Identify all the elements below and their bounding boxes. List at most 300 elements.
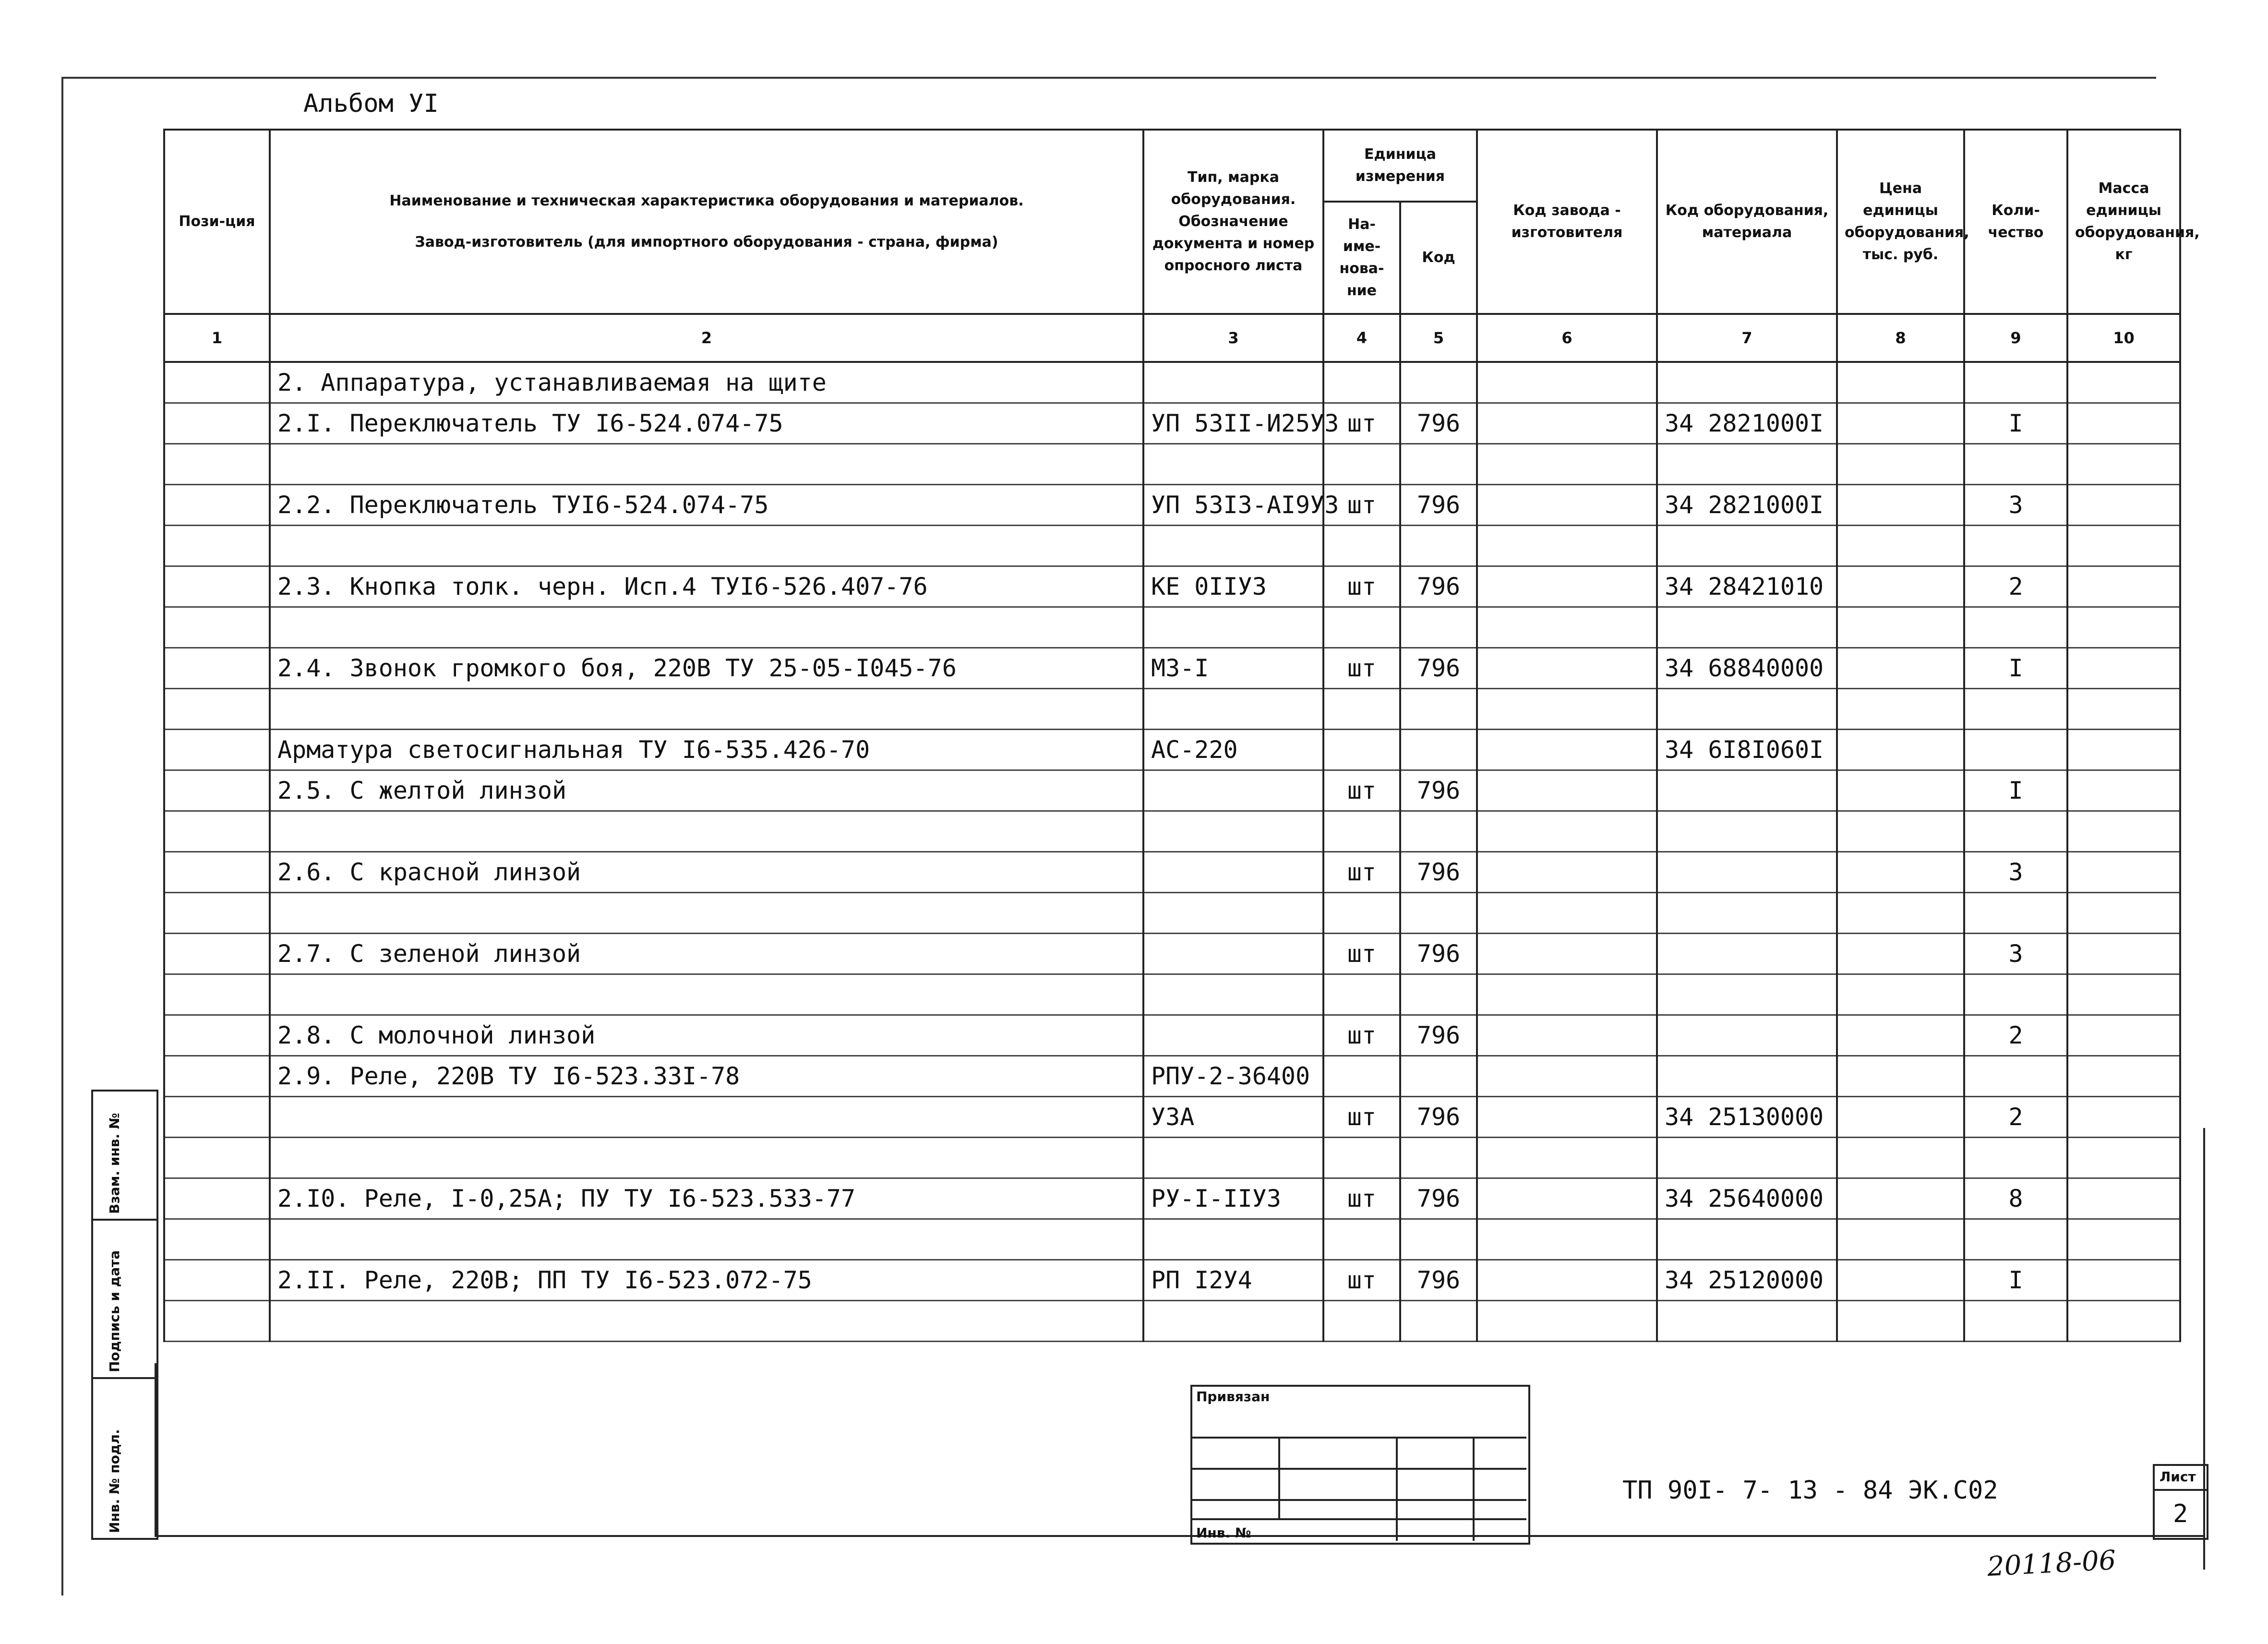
cell-name <box>270 1219 1143 1260</box>
cell-mass <box>2067 811 2180 852</box>
cell-type <box>1143 362 1323 403</box>
cell-type: РУ-I-IIУЗ <box>1143 1178 1323 1219</box>
cell-mass <box>2067 770 2180 811</box>
left-stamp <box>91 1090 158 1540</box>
cell-code: 796 <box>1400 566 1477 607</box>
cell-name <box>270 974 1143 1015</box>
cell-code: 796 <box>1400 1260 1477 1301</box>
cell-fcode <box>1477 1301 1657 1342</box>
table-row <box>164 1138 2180 1178</box>
cell-mass <box>2067 607 2180 648</box>
cell-qty: 8 <box>1964 1178 2067 1219</box>
column-number: 5 <box>1400 314 1477 362</box>
cell-pos <box>164 1260 270 1301</box>
table-row <box>164 974 2180 1015</box>
cell-code <box>1400 362 1477 403</box>
cell-name: 2.5. С желтой линзой <box>270 770 1143 811</box>
cell-name <box>270 1097 1143 1138</box>
cell-ecode <box>1657 689 1837 730</box>
cell-price <box>1837 1015 1964 1056</box>
cell-qty <box>1964 362 2067 403</box>
table-row <box>164 566 2180 607</box>
cell-ecode <box>1657 607 1837 648</box>
cell-qty <box>1964 1056 2067 1097</box>
cell-qty: 2 <box>1964 1097 2067 1138</box>
document-code: ТП 90I- 7- 13 - 84 ЭК.С02 <box>1622 1476 1998 1505</box>
cell-type <box>1143 934 1323 974</box>
cell-fcode <box>1477 974 1657 1015</box>
table-row <box>164 730 2180 770</box>
cell-qty: 3 <box>1964 934 2067 974</box>
cell-code: 796 <box>1400 1178 1477 1219</box>
cell-name: 2.I. Переключатель ТУ I6-524.074-75 <box>270 403 1143 444</box>
cell-fcode <box>1477 770 1657 811</box>
cell-ecode <box>1657 770 1837 811</box>
cell-mass <box>2067 852 2180 893</box>
cell-pos <box>164 689 270 730</box>
cell-pos <box>164 1015 270 1056</box>
cell-fcode <box>1477 811 1657 852</box>
cell-mass <box>2067 974 2180 1015</box>
cell-code: 796 <box>1400 1097 1477 1138</box>
cell-qty <box>1964 689 2067 730</box>
cell-qty: I <box>1964 770 2067 811</box>
cell-ecode: 34 25640000 <box>1657 1178 1837 1219</box>
cell-ecode: 34 6I8I060I <box>1657 730 1837 770</box>
table-row <box>164 607 2180 648</box>
cell-code: 796 <box>1400 770 1477 811</box>
cell-pos <box>164 1056 270 1097</box>
cell-mass <box>2067 1260 2180 1301</box>
cell-name: Арматура светосигнальная ТУ I6-535.426-70 <box>270 730 1143 770</box>
cell-pos <box>164 730 270 770</box>
cell-price <box>1837 893 1964 934</box>
cell-price <box>1837 1301 1964 1342</box>
cell-qty: I <box>1964 648 2067 689</box>
table-row <box>164 403 2180 444</box>
cell-price <box>1837 770 1964 811</box>
cell-mass <box>2067 526 2180 566</box>
cell-fcode <box>1477 1178 1657 1219</box>
cell-unit <box>1323 1219 1400 1260</box>
cell-code <box>1400 1138 1477 1178</box>
cell-unit <box>1323 974 1400 1015</box>
cell-code: 796 <box>1400 485 1477 526</box>
column-number: 8 <box>1837 314 1964 362</box>
cell-price <box>1837 1178 1964 1219</box>
cell-price <box>1837 362 1964 403</box>
cell-type: МЗ-I <box>1143 648 1323 689</box>
cell-unit <box>1323 811 1400 852</box>
cell-fcode <box>1477 485 1657 526</box>
header-factory-code: Код завода - изготовителя <box>1477 130 1657 314</box>
table-row <box>164 1056 2180 1097</box>
cell-name <box>270 526 1143 566</box>
cell-type <box>1143 893 1323 934</box>
cell-ecode <box>1657 444 1837 485</box>
cell-qty <box>1964 526 2067 566</box>
cell-code <box>1400 893 1477 934</box>
cell-price <box>1837 1138 1964 1178</box>
cell-unit: шт <box>1323 1178 1400 1219</box>
table-row <box>164 648 2180 689</box>
cell-ecode <box>1657 362 1837 403</box>
table-row <box>164 526 2180 566</box>
table-row <box>164 770 2180 811</box>
cell-qty: I <box>1964 403 2067 444</box>
cell-code: 796 <box>1400 648 1477 689</box>
cell-ecode <box>1657 934 1837 974</box>
cell-price <box>1837 974 1964 1015</box>
cell-pos <box>164 811 270 852</box>
cell-pos <box>164 1097 270 1138</box>
cell-unit: шт <box>1323 1097 1400 1138</box>
cell-fcode <box>1477 566 1657 607</box>
cell-ecode <box>1657 893 1837 934</box>
cell-name: 2.2. Переключатель ТУI6-524.074-75 <box>270 485 1143 526</box>
cell-pos <box>164 893 270 934</box>
cell-ecode <box>1657 1138 1837 1178</box>
header-name-line1: Наименование и техническая характеристика оборудования и материалов. <box>389 192 1024 209</box>
cell-type <box>1143 811 1323 852</box>
cell-ecode: 34 2821000I <box>1657 403 1837 444</box>
cell-code <box>1400 689 1477 730</box>
cell-price <box>1837 1097 1964 1138</box>
cell-type <box>1143 974 1323 1015</box>
cell-name: 2.7. С зеленой линзой <box>270 934 1143 974</box>
cell-type <box>1143 1219 1323 1260</box>
cell-pos <box>164 648 270 689</box>
cell-name <box>270 689 1143 730</box>
cell-name <box>270 811 1143 852</box>
cell-fcode <box>1477 893 1657 934</box>
cell-mass <box>2067 1056 2180 1097</box>
cell-qty <box>1964 1219 2067 1260</box>
cell-code <box>1400 1219 1477 1260</box>
cell-ecode: 34 28421010 <box>1657 566 1837 607</box>
table-row <box>164 485 2180 526</box>
cell-fcode <box>1477 852 1657 893</box>
cell-unit <box>1323 893 1400 934</box>
cell-qty: I <box>1964 1260 2067 1301</box>
cell-code <box>1400 444 1477 485</box>
cell-code: 796 <box>1400 852 1477 893</box>
cell-mass <box>2067 1138 2180 1178</box>
cell-fcode <box>1477 362 1657 403</box>
cell-ecode <box>1657 811 1837 852</box>
cell-price <box>1837 934 1964 974</box>
cell-ecode: 34 68840000 <box>1657 648 1837 689</box>
header-price: Цена единицы оборудования, тыс. руб. <box>1837 130 1964 314</box>
cell-qty: 3 <box>1964 485 2067 526</box>
cell-unit <box>1323 444 1400 485</box>
cell-name: 2.I0. Реле, I-0,25А; ПУ ТУ I6-523.533-77 <box>270 1178 1143 1219</box>
table-row <box>164 1260 2180 1301</box>
cell-fcode <box>1477 730 1657 770</box>
cell-unit: шт <box>1323 403 1400 444</box>
cell-pos <box>164 770 270 811</box>
cell-price <box>1837 607 1964 648</box>
border-line <box>155 1535 2204 1537</box>
cell-qty <box>1964 607 2067 648</box>
cell-unit <box>1323 362 1400 403</box>
table-row <box>164 362 2180 403</box>
table-row <box>164 852 2180 893</box>
cell-type: РПУ-2-36400 <box>1143 1056 1323 1097</box>
cell-type: УП 53II-И25УЗ <box>1143 403 1323 444</box>
cell-qty <box>1964 444 2067 485</box>
column-number: 9 <box>1964 314 2067 362</box>
cell-mass <box>2067 730 2180 770</box>
sheet-box <box>2153 1464 2208 1540</box>
cell-mass <box>2067 648 2180 689</box>
cell-pos <box>164 1219 270 1260</box>
cell-ecode <box>1657 1219 1837 1260</box>
cell-mass <box>2067 1219 2180 1260</box>
cell-price <box>1837 444 1964 485</box>
header-type: Тип, марка оборудования. Обозначение документа и номер опросного листа <box>1143 130 1323 314</box>
handwritten-number: 20118-06 <box>1986 1545 2117 1583</box>
cell-type <box>1143 1138 1323 1178</box>
cell-type <box>1143 852 1323 893</box>
cell-pos <box>164 1178 270 1219</box>
cell-ecode <box>1657 974 1837 1015</box>
cell-name: 2.6. С красной линзой <box>270 852 1143 893</box>
cell-mass <box>2067 934 2180 974</box>
header-unit: Единица измерения <box>1323 130 1477 202</box>
sheet-number: 2 <box>2173 1500 2188 1528</box>
cell-mass <box>2067 566 2180 607</box>
cell-pos <box>164 1301 270 1342</box>
cell-name: 2.8. С молочной линзой <box>270 1015 1143 1056</box>
cell-type: КЕ 0IIУЗ <box>1143 566 1323 607</box>
cell-type <box>1143 1301 1323 1342</box>
header-unit-code: Код <box>1400 202 1477 314</box>
cell-mass <box>2067 362 2180 403</box>
cell-qty <box>1964 974 2067 1015</box>
cell-unit <box>1323 689 1400 730</box>
cell-code: 796 <box>1400 403 1477 444</box>
cell-fcode <box>1477 689 1657 730</box>
cell-price <box>1837 1260 1964 1301</box>
header-mass: Масса единицы оборудования, кг <box>2067 130 2180 314</box>
cell-unit: шт <box>1323 934 1400 974</box>
cell-mass <box>2067 444 2180 485</box>
cell-unit: шт <box>1323 485 1400 526</box>
cell-mass <box>2067 893 2180 934</box>
cell-type <box>1143 1015 1323 1056</box>
cell-code <box>1400 1301 1477 1342</box>
cell-unit <box>1323 1301 1400 1342</box>
cell-unit <box>1323 1056 1400 1097</box>
cell-price <box>1837 526 1964 566</box>
cell-price <box>1837 485 1964 526</box>
cell-pos <box>164 852 270 893</box>
cell-code <box>1400 526 1477 566</box>
cell-fcode <box>1477 1260 1657 1301</box>
cell-name <box>270 1301 1143 1342</box>
cell-price <box>1837 1056 1964 1097</box>
cell-ecode <box>1657 1301 1837 1342</box>
cell-mass <box>2067 1097 2180 1138</box>
cell-price <box>1837 1219 1964 1260</box>
cell-ecode <box>1657 1056 1837 1097</box>
cell-ecode: 34 25120000 <box>1657 1260 1837 1301</box>
cell-price <box>1837 730 1964 770</box>
cell-price <box>1837 648 1964 689</box>
inv-label: Инв. № <box>1196 1525 1251 1541</box>
cell-ecode: 34 25130000 <box>1657 1097 1837 1138</box>
cell-unit: шт <box>1323 770 1400 811</box>
cell-name <box>270 444 1143 485</box>
cell-unit <box>1323 526 1400 566</box>
cell-name <box>270 607 1143 648</box>
cell-type <box>1143 770 1323 811</box>
cell-price <box>1837 403 1964 444</box>
cell-pos <box>164 444 270 485</box>
cell-pos <box>164 566 270 607</box>
cell-price <box>1837 811 1964 852</box>
cell-type: УЗА <box>1143 1097 1323 1138</box>
cell-pos <box>164 403 270 444</box>
cell-type <box>1143 526 1323 566</box>
column-number: 6 <box>1477 314 1657 362</box>
cell-qty: 3 <box>1964 852 2067 893</box>
cell-ecode <box>1657 526 1837 566</box>
cell-qty: 2 <box>1964 566 2067 607</box>
cell-qty <box>1964 1301 2067 1342</box>
cell-qty <box>1964 893 2067 934</box>
header-name-line2: Завод-изготовитель (для импортного оборудования - страна, фирма) <box>415 234 998 251</box>
cell-unit: шт <box>1323 1015 1400 1056</box>
header-position: Пози-ция <box>164 130 270 314</box>
table-row <box>164 1097 2180 1138</box>
cell-unit: шт <box>1323 648 1400 689</box>
cell-type: УП 53I3-АI9УЗ <box>1143 485 1323 526</box>
table-row <box>164 934 2180 974</box>
vzam-inv-label: Взам. инв. № <box>107 1113 122 1214</box>
cell-code <box>1400 1056 1477 1097</box>
cell-mass <box>2067 1015 2180 1056</box>
cell-type <box>1143 607 1323 648</box>
cell-fcode <box>1477 934 1657 974</box>
inv-podl-label: Инв. № подл. <box>107 1429 122 1533</box>
cell-pos <box>164 934 270 974</box>
binding-stamp <box>1190 1385 1530 1545</box>
cell-qty <box>1964 1138 2067 1178</box>
cell-price <box>1837 689 1964 730</box>
cell-mass <box>2067 485 2180 526</box>
cell-unit <box>1323 730 1400 770</box>
cell-fcode <box>1477 1056 1657 1097</box>
header-quantity: Коли-чество <box>1964 130 2067 314</box>
cell-type: АС-220 <box>1143 730 1323 770</box>
cell-code <box>1400 811 1477 852</box>
cell-pos <box>164 974 270 1015</box>
table-row <box>164 1015 2180 1056</box>
header-equipment-code: Код оборудования, материала <box>1657 130 1837 314</box>
cell-fcode <box>1477 1138 1657 1178</box>
cell-ecode <box>1657 1015 1837 1056</box>
cell-qty <box>1964 730 2067 770</box>
cell-mass <box>2067 1301 2180 1342</box>
cell-pos <box>164 485 270 526</box>
cell-pos <box>164 362 270 403</box>
sheet-label: Лист <box>2160 1469 2196 1485</box>
cell-price <box>1837 566 1964 607</box>
album-title: Альбом УI <box>303 89 439 118</box>
cell-fcode <box>1477 526 1657 566</box>
cell-name <box>270 1138 1143 1178</box>
cell-type: РП I2У4 <box>1143 1260 1323 1301</box>
border-line <box>155 1363 156 1536</box>
cell-fcode <box>1477 1219 1657 1260</box>
column-number: 7 <box>1657 314 1837 362</box>
cell-fcode <box>1477 444 1657 485</box>
column-number: 4 <box>1323 314 1400 362</box>
table-row <box>164 1178 2180 1219</box>
cell-unit: шт <box>1323 566 1400 607</box>
cell-type <box>1143 689 1323 730</box>
table-row <box>164 444 2180 485</box>
cell-code <box>1400 974 1477 1015</box>
cell-code: 796 <box>1400 1015 1477 1056</box>
cell-ecode <box>1657 852 1837 893</box>
cell-code <box>1400 607 1477 648</box>
table-row <box>164 893 2180 934</box>
column-number: 1 <box>164 314 270 362</box>
table-row <box>164 689 2180 730</box>
cell-mass <box>2067 689 2180 730</box>
cell-mass <box>2067 403 2180 444</box>
cell-name: 2.II. Реле, 220В; ПП ТУ I6-523.072-75 <box>270 1260 1143 1301</box>
binding-stamp-grid <box>1190 1385 1526 1541</box>
cell-fcode <box>1477 1015 1657 1056</box>
header-name <box>270 130 1143 314</box>
cell-name: 2.3. Кнопка толк. черн. Исп.4 ТУI6-526.407-76 <box>270 566 1143 607</box>
column-number: 10 <box>2067 314 2180 362</box>
table-row <box>164 1219 2180 1260</box>
header-unit-name: На-име-нова-ние <box>1323 202 1400 314</box>
cell-name: 2.9. Реле, 220В ТУ I6-523.33I-78 <box>270 1056 1143 1097</box>
cell-qty <box>1964 811 2067 852</box>
column-number: 2 <box>270 314 1143 362</box>
cell-price <box>1837 852 1964 893</box>
cell-unit <box>1323 1138 1400 1178</box>
cell-qty: 2 <box>1964 1015 2067 1056</box>
cell-unit <box>1323 607 1400 648</box>
cell-name <box>270 893 1143 934</box>
cell-code: 796 <box>1400 934 1477 974</box>
cell-pos <box>164 526 270 566</box>
cell-pos <box>164 1138 270 1178</box>
cell-fcode <box>1477 607 1657 648</box>
table-row <box>164 811 2180 852</box>
specification-table <box>163 129 2200 1342</box>
cell-fcode <box>1477 648 1657 689</box>
cell-type <box>1143 444 1323 485</box>
cell-unit: шт <box>1323 1260 1400 1301</box>
privyazan-label: Привязан <box>1196 1389 1270 1404</box>
cell-fcode <box>1477 403 1657 444</box>
table-row <box>164 1301 2180 1342</box>
cell-unit: шт <box>1323 852 1400 893</box>
cell-name: 2.4. Звонок громкого боя, 220В ТУ 25-05-I045-76 <box>270 648 1143 689</box>
column-number: 3 <box>1143 314 1323 362</box>
cell-mass <box>2067 1178 2180 1219</box>
cell-name: 2. Аппаратура, устанавливаемая на щите <box>270 362 1143 403</box>
cell-ecode: 34 2821000I <box>1657 485 1837 526</box>
